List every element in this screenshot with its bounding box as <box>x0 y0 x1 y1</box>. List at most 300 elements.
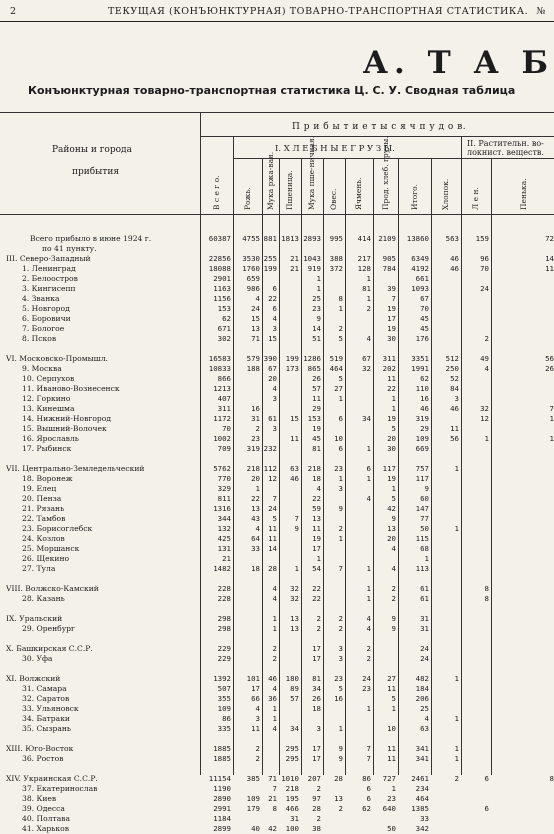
table-cell: 28 <box>312 804 321 813</box>
table-cell: 1 <box>366 274 371 283</box>
table-cell: 29 <box>420 424 429 433</box>
table-cell: 184 <box>415 684 429 693</box>
table-cell: 147 <box>415 504 429 513</box>
table-row <box>0 304 554 314</box>
table-cell: 302 <box>217 334 231 343</box>
table-cell: 173 <box>285 364 299 373</box>
table-cell: 1 <box>391 784 396 793</box>
table-cell: 482 <box>415 674 429 683</box>
table-cell: 4 <box>272 384 277 393</box>
super-header: П р и б ы т и е т ы с я ч п у д о в. <box>292 122 467 132</box>
table-cell: 995 <box>329 234 343 243</box>
table-cell: 50 <box>420 524 429 533</box>
table-cell: 45 <box>420 324 429 333</box>
table-cell: 15 <box>290 414 299 423</box>
page-number: 2 <box>10 6 17 17</box>
table-cell: 11 <box>387 684 396 693</box>
table-cell: 1991 <box>411 364 429 373</box>
column-header: Пшеница. <box>285 170 294 210</box>
table-cell: 21 <box>290 264 299 273</box>
table-cell: 1 <box>549 414 554 423</box>
table-cell: 24 <box>420 644 429 653</box>
table-cell: 19 <box>387 304 396 313</box>
table-cell: 153 <box>307 414 321 423</box>
table-cell: 32 <box>290 584 299 593</box>
table-cell: 1 <box>454 744 459 753</box>
table-cell: 32 <box>362 364 371 373</box>
table-cell: 1093 <box>411 284 429 293</box>
table-row <box>0 534 554 544</box>
table-cell: 2901 <box>213 274 231 283</box>
running-head <box>0 6 554 20</box>
row-label: 29. Оренбург <box>22 624 76 633</box>
table-cell: 232 <box>263 444 277 453</box>
row-label: Всего прибыло в июне 1924 г. <box>30 234 152 243</box>
column-header: Овес. <box>329 188 338 210</box>
row-label: 21. Рязань <box>22 504 65 513</box>
table-cell: 1 <box>454 674 459 683</box>
table-cell: 2890 <box>213 794 231 803</box>
table-cell: 4 <box>391 564 396 573</box>
table-cell: 16 <box>420 394 429 403</box>
table-cell: 1813 <box>281 234 299 243</box>
table-cell: 1392 <box>213 674 231 683</box>
table-cell: 39 <box>387 284 396 293</box>
table-cell: 2893 <box>303 234 321 243</box>
table-row <box>0 794 554 804</box>
table-cell: 30 <box>387 334 396 343</box>
table-cell: 4 <box>272 594 277 603</box>
table-cell: 2 <box>255 424 260 433</box>
table-row <box>0 584 554 594</box>
table-cell: 425 <box>217 534 231 543</box>
table-row <box>0 554 554 564</box>
table-cell: 1 <box>366 444 371 453</box>
table-cell: 71 <box>251 334 260 343</box>
table-cell: 519 <box>329 354 343 363</box>
table-cell: 4 <box>424 714 429 723</box>
table-cell: 28 <box>334 774 343 783</box>
table-cell: 67 <box>362 354 371 363</box>
table-cell: 295 <box>285 754 299 763</box>
table-cell: 407 <box>217 394 231 403</box>
table-cell: 4 <box>366 494 371 503</box>
group-header-rule <box>233 158 554 159</box>
table-cell: 86 <box>362 774 371 783</box>
table-cell: 159 <box>475 234 489 243</box>
table-row <box>0 334 554 344</box>
table-cell: 100 <box>285 824 299 833</box>
table-cell: 4 <box>366 334 371 343</box>
table-cell: 388 <box>329 254 343 263</box>
table-cell: 34 <box>290 724 299 733</box>
table-cell: 153 <box>217 304 231 313</box>
table-cell: 32 <box>480 404 489 413</box>
table-row <box>0 374 554 384</box>
table-cell: 5 <box>338 334 343 343</box>
table-cell: 89 <box>290 684 299 693</box>
table-cell: 49 <box>480 354 489 363</box>
row-label: 34. Батраки <box>22 714 70 723</box>
table-cell: 1156 <box>213 294 231 303</box>
table-cell: 1 <box>454 524 459 533</box>
row-label: 5. Новгород <box>22 304 70 313</box>
table-cell: 31 <box>420 614 429 623</box>
table-row <box>0 244 554 254</box>
table-cell: 60 <box>420 494 429 503</box>
column-header: Мука пше-ничная. <box>307 135 316 210</box>
row-label: 31. Самара <box>22 684 67 693</box>
table-cell: 6 <box>484 774 489 783</box>
column-header: Л е н. <box>471 187 480 210</box>
table-row <box>0 544 554 554</box>
table-cell: 5 <box>391 694 396 703</box>
row-label: XI. Волжский <box>6 674 61 683</box>
table-cell: 62 <box>222 314 231 323</box>
table-cell: 218 <box>246 464 260 473</box>
table-cell: 7 <box>272 784 277 793</box>
table-cell: 784 <box>382 264 396 273</box>
table-cell: 25 <box>312 294 321 303</box>
table-cell: 671 <box>217 324 231 333</box>
table-cell: 2 <box>316 814 321 823</box>
table-cell: 117 <box>415 474 429 483</box>
table-row <box>0 804 554 814</box>
table-cell: 14 <box>268 544 277 553</box>
table-cell: 43 <box>251 514 260 523</box>
row-label: 8. Псков <box>22 334 57 343</box>
table-cell: 2 <box>272 654 277 663</box>
table-cell: 14 <box>312 324 321 333</box>
table-cell: 865 <box>307 364 321 373</box>
stub-header-sub: прибытия <box>72 167 119 177</box>
column-header: Итого. <box>409 183 419 210</box>
table-cell: 319 <box>246 444 260 453</box>
table-cell: 866 <box>217 374 231 383</box>
table-cell: 4 <box>272 584 277 593</box>
table-cell: 9 <box>338 504 343 513</box>
table-cell: 217 <box>357 254 371 263</box>
column-header: Мука ржа-вая. <box>265 151 275 210</box>
running-title: ТЕКУЩАЯ (КОНЪЮНКТУРНАЯ) ТОВАРНО-ТРАНСПОРТНАЯ СТАТИСТИКА. <box>108 6 529 17</box>
table-cell: 2 <box>316 614 321 623</box>
table-cell: 344 <box>217 514 231 523</box>
table-cell: 881 <box>263 234 277 243</box>
row-label: 18. Воронеж <box>22 474 73 483</box>
table-cell: 6 <box>272 284 277 293</box>
table-cell: 10 <box>387 724 396 733</box>
table-row <box>0 314 554 324</box>
table-cell: 46 <box>420 404 429 413</box>
table-cell: 6349 <box>411 254 429 263</box>
table-cell: 319 <box>415 414 429 423</box>
table-cell: 5 <box>391 494 396 503</box>
table-row <box>0 674 554 684</box>
header-bottom-rule <box>0 214 554 215</box>
table-cell: 295 <box>285 744 299 753</box>
table-cell: 19 <box>387 474 396 483</box>
table-cell: 5 <box>272 514 277 523</box>
table-cell: 4 <box>255 294 260 303</box>
row-label: 33. Ульяновск <box>22 704 79 713</box>
table-cell: 19 <box>387 414 396 423</box>
table-cell: 2 <box>316 784 321 793</box>
table-cell: 3 <box>454 394 459 403</box>
table-cell: 7 <box>272 494 277 503</box>
table-cell: 23 <box>362 684 371 693</box>
table-cell: 15 <box>268 334 277 343</box>
table-row <box>0 824 554 834</box>
table-cell: 67 <box>420 294 429 303</box>
table-cell: 7 <box>338 564 343 573</box>
table-cell: 51 <box>312 334 321 343</box>
table-cell: 13 <box>334 794 343 803</box>
table-cell: 6 <box>484 804 489 813</box>
table-cell: 329 <box>217 484 231 493</box>
table-cell: 3 <box>338 644 343 653</box>
table-row <box>0 474 554 484</box>
table-cell: 36 <box>268 694 277 703</box>
row-label: 6. Боровичи <box>22 314 71 323</box>
table-cell: 2 <box>316 624 321 633</box>
table-row <box>0 814 554 824</box>
table-cell: 19 <box>312 534 321 543</box>
table-cell: 70 <box>480 264 489 273</box>
table-cell: 70 <box>420 304 429 313</box>
table-cell: 7 <box>366 754 371 763</box>
table-cell: 22 <box>312 584 321 593</box>
table-cell: 23 <box>387 794 396 803</box>
table-cell: 23 <box>334 674 343 683</box>
table-cell: 38 <box>312 824 321 833</box>
table-cell: 8 <box>338 294 343 303</box>
table-cell: 1184 <box>213 814 231 823</box>
table-cell: 19 <box>387 324 396 333</box>
table-row <box>0 654 554 664</box>
table-cell: 22 <box>251 494 260 503</box>
table-cell: 229 <box>217 654 231 663</box>
table-cell: 31 <box>420 624 429 633</box>
table-cell: 218 <box>285 784 299 793</box>
table-cell: 7 <box>391 294 396 303</box>
table-cell: 2899 <box>213 824 231 833</box>
table-cell: 24 <box>420 654 429 663</box>
table-cell: 1286 <box>303 354 321 363</box>
table-cell: 709 <box>217 444 231 453</box>
table-cell: 228 <box>217 584 231 593</box>
section-title: А. Т А Б <box>362 45 554 81</box>
row-label: 39. Одесса <box>22 804 65 813</box>
table-cell: 13 <box>290 614 299 623</box>
row-label: 17. Рыбинск <box>22 444 72 453</box>
table-cell: 20 <box>268 374 277 383</box>
table-cell: 206 <box>415 694 429 703</box>
table-cell: 9 <box>338 754 343 763</box>
table-cell: 67 <box>268 364 277 373</box>
table-cell: 4192 <box>411 264 429 273</box>
table-cell: 250 <box>445 364 459 373</box>
table-cell: 3 <box>338 484 343 493</box>
table-row <box>0 644 554 654</box>
table-cell: 45 <box>420 314 429 323</box>
table-cell: 414 <box>357 234 371 243</box>
table-cell: 128 <box>357 264 371 273</box>
table-cell: 3 <box>255 714 260 723</box>
row-label: 13. Кинешма <box>22 404 75 413</box>
table-cell: 3 <box>272 424 277 433</box>
row-label: 1. Ленинград <box>22 264 76 273</box>
table-cell: 23 <box>251 434 260 443</box>
table-row <box>0 444 554 454</box>
row-label: VIII. Волжско-Камский <box>6 584 99 593</box>
table-cell: 20 <box>387 534 396 543</box>
table-cell: 5 <box>391 424 396 433</box>
table-cell: 8 <box>484 584 489 593</box>
table-row <box>0 294 554 304</box>
group-header-fibres: II. Растительн. во- <box>467 139 544 148</box>
table-cell: 2109 <box>378 234 396 243</box>
table-cell: 464 <box>415 794 429 803</box>
table-cell: 335 <box>217 724 231 733</box>
column-header: Рожь. <box>242 187 252 210</box>
table-cell: 11 <box>387 744 396 753</box>
table-row <box>0 494 554 504</box>
row-label: VI. Московско-Промышл. <box>6 354 108 363</box>
table-cell: 10 <box>334 434 343 443</box>
row-label: 41. Харьков <box>22 824 70 833</box>
table-cell: 7 <box>549 404 554 413</box>
table-cell: 1 <box>255 484 260 493</box>
table-cell: 11154 <box>208 774 231 783</box>
table-cell: 56 <box>450 434 459 443</box>
row-label: 9. Москва <box>22 364 62 373</box>
table-cell: 81 <box>312 444 321 453</box>
table-row <box>0 744 554 754</box>
table-cell: 77 <box>420 514 429 523</box>
table-cell: 109 <box>217 704 231 713</box>
table-cell: 311 <box>382 354 396 363</box>
row-label: 25. Моршанск <box>22 544 80 553</box>
table-cell: 46 <box>290 474 299 483</box>
table-cell: 20 <box>251 474 260 483</box>
table-cell: 1 <box>338 534 343 543</box>
table-cell: 22 <box>268 294 277 303</box>
table-cell: 6 <box>366 794 371 803</box>
table-cell: 4755 <box>242 234 260 243</box>
table-cell: 22 <box>312 494 321 503</box>
table-cell: 61 <box>420 584 429 593</box>
table-cell: 202 <box>382 364 396 373</box>
table-cell: 4 <box>272 684 277 693</box>
table-cell: 3 <box>272 324 277 333</box>
table-cell: 11 <box>312 394 321 403</box>
table-cell: 11 <box>387 754 396 763</box>
row-label: 4. Званка <box>22 294 60 303</box>
table-cell: 17 <box>312 544 321 553</box>
table-cell: 42 <box>387 504 396 513</box>
table-cell: 11 <box>268 534 277 543</box>
table-cell: 7 <box>366 744 371 753</box>
table-cell: 17 <box>312 654 321 663</box>
table-cell: 1043 <box>303 254 321 263</box>
table-cell: 46 <box>450 254 459 263</box>
table-row <box>0 624 554 634</box>
table-cell: 9 <box>294 524 299 533</box>
table-cell: 1 <box>391 394 396 403</box>
table-cell: 199 <box>263 264 277 273</box>
table-cell: 727 <box>382 774 396 783</box>
table-cell: 21 <box>222 554 231 563</box>
row-label: 11. Иваново-Вознесенск <box>22 384 120 393</box>
table-row <box>0 704 554 714</box>
row-label: 12. Горкино <box>22 394 71 403</box>
table-cell: 11 <box>450 424 459 433</box>
row-label: 7. Бологое <box>22 324 65 333</box>
table-cell: 52 <box>450 374 459 383</box>
table-cell: 9 <box>338 744 343 753</box>
table-cell: 34 <box>362 414 371 423</box>
table-cell: 26 <box>545 364 554 373</box>
table-cell: 9 <box>391 624 396 633</box>
table-cell: 26 <box>312 374 321 383</box>
table-cell: 27 <box>387 674 396 683</box>
table-cell: 56 <box>545 354 554 363</box>
table-cell: 6 <box>366 464 371 473</box>
table-cell: 1 <box>484 434 489 443</box>
table-cell: 17 <box>312 754 321 763</box>
table-row <box>0 514 554 524</box>
super-header-rule <box>200 136 554 137</box>
table-cell: 115 <box>415 534 429 543</box>
row-label: 20. Пенза <box>22 494 62 503</box>
table-row <box>0 714 554 724</box>
table-cell: 3 <box>338 654 343 663</box>
table-cell: 57 <box>290 694 299 703</box>
table-cell: 13 <box>251 324 260 333</box>
table-cell: 228 <box>217 594 231 603</box>
table-cell: 15 <box>251 314 260 323</box>
table-row <box>0 564 554 574</box>
table-subtitle: Конъюнктурная товарно-транспортная статистика Ц. С. У. Сводная таблица <box>28 84 516 97</box>
table-row <box>0 774 554 784</box>
table-row <box>0 354 554 364</box>
table-cell: 13 <box>251 504 260 513</box>
table-cell: 60387 <box>208 234 231 243</box>
table-cell: 1 <box>391 704 396 713</box>
table-cell: 61 <box>420 594 429 603</box>
table-cell: 4 <box>272 724 277 733</box>
table-cell: 13 <box>387 524 396 533</box>
table-cell: 97 <box>312 794 321 803</box>
table-cell: 18 <box>312 474 321 483</box>
table-cell: 1 <box>454 464 459 473</box>
table-cell: 9 <box>424 484 429 493</box>
table-cell: 1 <box>316 274 321 283</box>
issue-sign: № <box>536 6 546 17</box>
table-cell: 24 <box>480 284 489 293</box>
table-cell: 2 <box>255 754 260 763</box>
table-cell: 46 <box>450 264 459 273</box>
table-row <box>0 404 554 414</box>
table-cell: 1002 <box>213 434 231 443</box>
table-cell: 195 <box>285 794 299 803</box>
table-cell: 4 <box>272 314 277 323</box>
table-cell: 18 <box>312 704 321 713</box>
column-header: Прод. хлеб. грузы. <box>380 136 390 210</box>
header-rule <box>0 21 554 22</box>
row-label: X. Башкирская С.С.Р. <box>6 644 93 653</box>
table-cell: 9 <box>391 614 396 623</box>
